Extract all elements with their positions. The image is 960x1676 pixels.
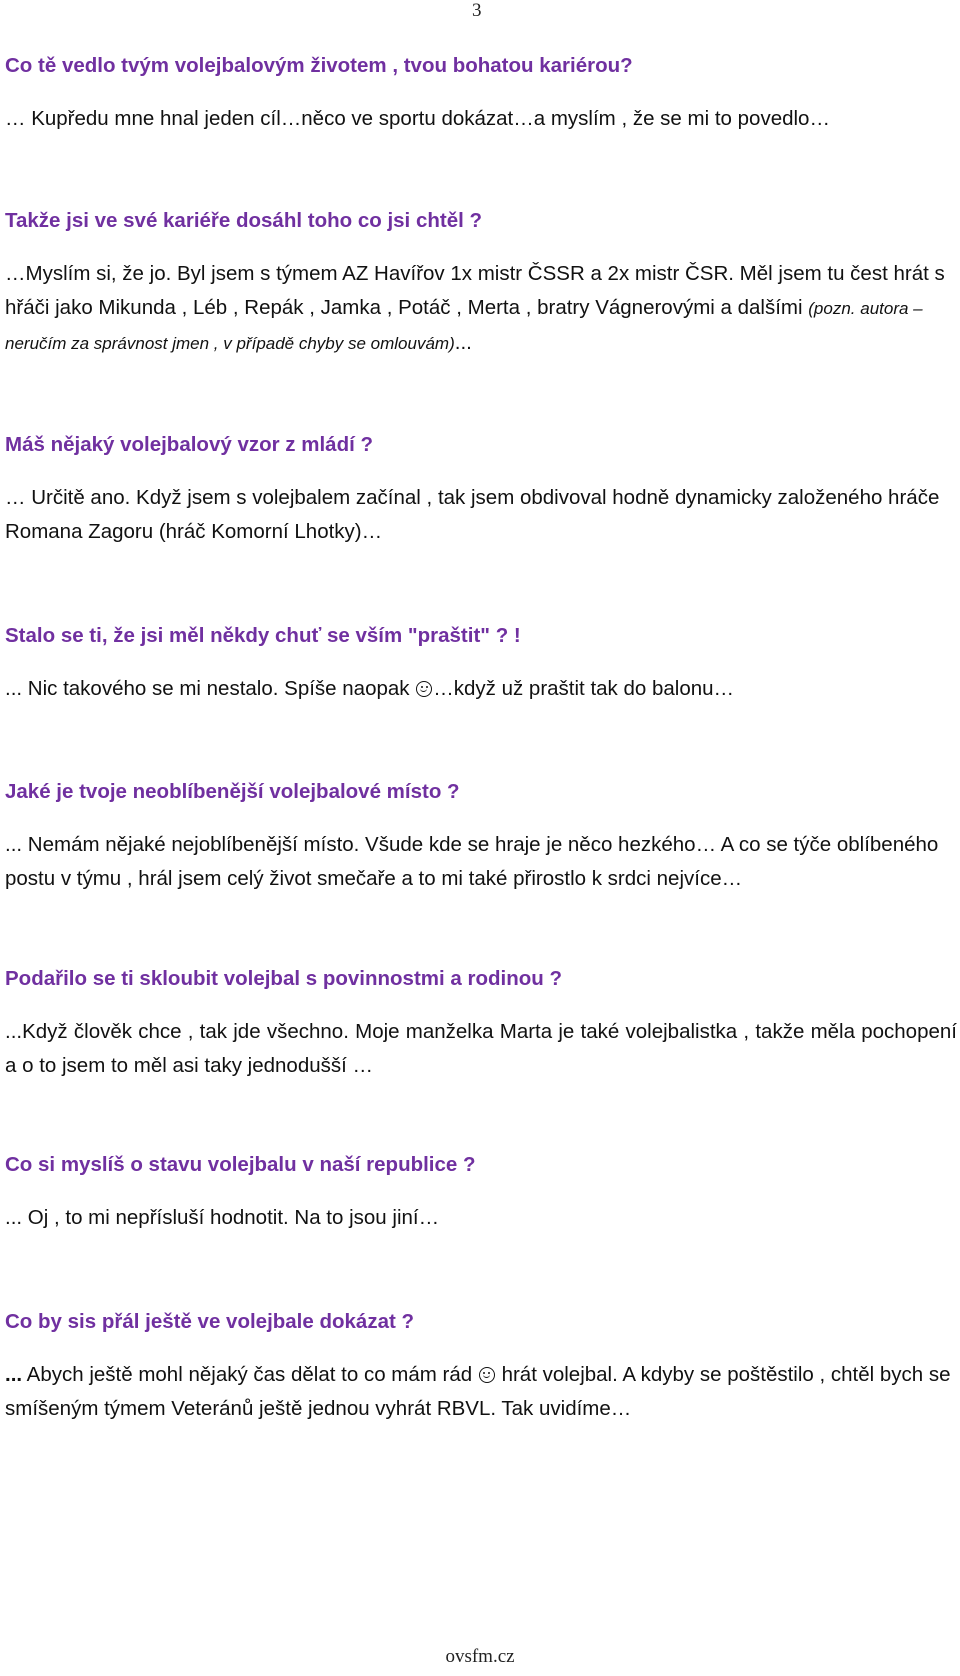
question-6: Podařilo se ti skloubit volejbal s povinnostmi a rodinou ? [5,967,562,990]
answer-2 [5,257,957,361]
answer-8-before: Abych ještě mohl nějaký čas dělat to co mám rád [22,1363,478,1386]
answer-1: … Kupředu mne hnal jeden cíl…něco ve sportu dokázat…a myslím , že se mi to povedlo… [5,107,830,130]
author-note: (pozn. autora – neručím za správnost jmen , v případě chyby se omlouvám) [5,299,923,353]
qa-block-4 [5,619,957,706]
qa-block-2 [5,204,957,361]
answer-3: … Určitě ano. Když jsem s volejbalem začínal , tak jsem obdivoval hodně dynamicky založeného hráče Romana Zagoru (hráč Komorní Lhotky)… [5,486,940,543]
answer-5: ... Nemám nějaké nejoblíbenější místo. Všude kde se hraje je něco hezkého… A co se týče oblíbeného postu v týmu , hrál jsem celý život smečaře a to mi také přirostlo k srdci nejvíce… [5,833,939,890]
question-8: Co by sis přál ještě ve volejbale dokázat ? [5,1310,415,1333]
question-2: Takže jsi ve své kariéře dosáhl toho co jsi chtěl ? [5,209,483,232]
answer-4-before: ... Nic takového se mi nestalo. Spíše naopak [5,677,416,700]
answer-4 [5,672,957,706]
qa-block-3 [5,428,957,549]
qa-block-8 [5,1305,957,1426]
page-number: 3 [472,0,482,21]
answer-2-tail: ... [454,331,472,354]
smiley-face-icon [479,1367,495,1383]
answer-8 [5,1358,957,1426]
answer-7: ... Oj , to mi nepřísluší hodnotit. Na to jsou jiní… [5,1206,440,1229]
question-7: Co si myslíš o stavu volejbalu v naší republice ? [5,1153,476,1176]
qa-block-5 [5,775,957,896]
answer-6: ...Když člověk chce , tak jde všechno. Moje manželka Marta je také volejbalistka , takže měla pochopení a o to jsem to měl asi taky jednodušší … [5,1020,957,1077]
qa-block-6 [5,962,957,1083]
answer-2-text: …Myslím si, že jo. Byl jsem s týmem AZ Havířov 1x mistr ČSSR a 2x mistr ČSR. Měl jsem tu čest hrát s hřáči jako Mikunda , Léb , Repák , Jamka , Potáč , Merta , bratry Vágnerovými a dalšími [5,262,945,319]
smiley-face-icon [416,681,432,697]
question-5: Jaké je tvoje neoblíbenější volejbalové místo ? [5,780,460,803]
footer-site: ovsfm.cz [445,1646,515,1667]
answer-4-after: …když už praštit tak do balonu… [433,677,735,700]
answer-8-lead: ... [5,1363,23,1386]
question-4: Stalo se ti, že jsi měl někdy chuť se vším "praštit" ? ! [5,624,521,647]
qa-block-1 [5,49,957,136]
question-3: Máš nějaký volejbalový vzor z mládí ? [5,433,373,456]
answer-8-after: hrát volejbal. A kdyby se poštěstilo , chtěl bych se smíšeným týmem Veteránů ještě jednou vyhrát RBVL. Tak uvidíme… [5,1363,951,1420]
question-1: Co tě vedlo tvým volejbalovým životem , tvou bohatou kariérou? [5,54,633,77]
qa-block-7 [5,1148,957,1235]
